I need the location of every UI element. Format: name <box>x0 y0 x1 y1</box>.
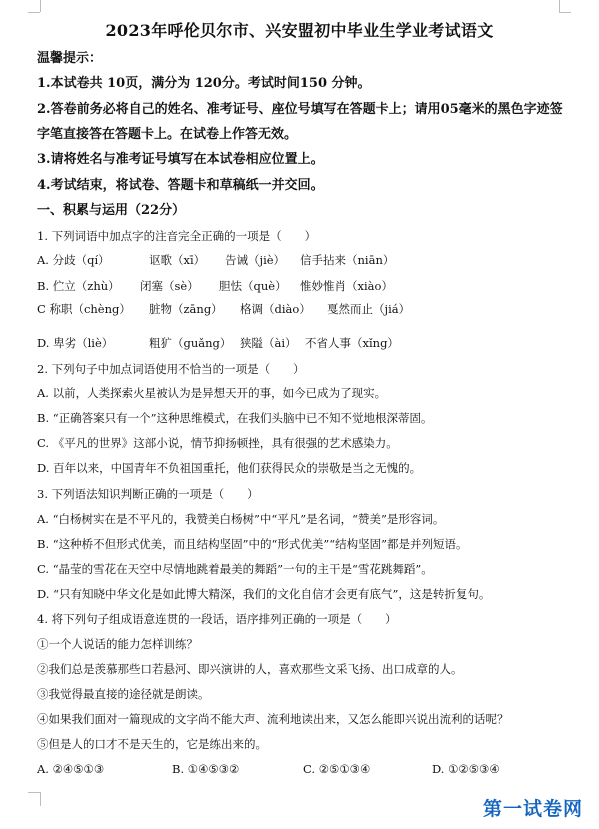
notice-item-1: 1.本试卷共 10页，满分为 120分。考试时间150 分钟。 <box>37 76 371 91</box>
q1-d-3: 狭隘（ài） <box>240 336 297 350</box>
q3-option-a: A. “白杨树实在是不平凡的，我赞美白杨树”中“平凡”是名词，“赞美”是形容词。 <box>37 512 445 526</box>
q1-b-3: 胆怯（què） <box>219 279 287 293</box>
crop-mark-top-right-h <box>559 12 571 13</box>
q2-option-b: B. “正确答案只有一个”这种思维模式，在我们头脑中已不知不觉地根深蒂固。 <box>37 411 433 425</box>
q4-options <box>37 761 579 777</box>
q1-c-2: 脏物（zāng） <box>149 302 223 316</box>
q1-a-1: A. 分歧（qí） <box>37 253 110 267</box>
q3-option-b: B. “这种桥不但形式优美，而且结构坚固”中的“形式优美”“结构坚固”都是并列短语。 <box>37 537 468 551</box>
q1-option-a <box>37 252 579 268</box>
q1-stem: 1. 下列词语中加点字的注音完全正确的一项是（ ） <box>37 229 317 243</box>
q4-stem: 4. 将下列句子组成语意连贯的一段话，语序排列正确的一项是（ ） <box>37 612 397 626</box>
q1-option-c <box>37 301 579 317</box>
crop-mark-top-left-h <box>28 12 40 13</box>
q3-option-c: C. “晶莹的雪花在天空中尽情地跳着最美的舞蹈”一句的主干是“雪花跳舞蹈”。 <box>37 562 433 576</box>
q4-sentence-5: ⑤但是人的口才不是天生的，它是练出来的。 <box>37 737 267 751</box>
q1-option-d <box>37 335 579 351</box>
q4-sentence-3: ③我觉得最直接的途径就是朗读。 <box>37 687 210 701</box>
notice-item-2: 2.答卷前务必将自己的姓名、准考证号、座位号填写在答题卡上；请用05毫米的黑色字迹签 <box>37 102 563 117</box>
q1-b-4: 惟妙惟肖（xiào） <box>300 279 393 293</box>
q1-a-4: 信手拈来（niān） <box>300 253 395 267</box>
notice-item-3: 3.请将姓名与准考证号填写在本试卷相应位置上。 <box>37 152 324 167</box>
q1-c-4: 戛然而止（jiá） <box>327 302 411 316</box>
q1-b-1: B. 伫立（zhù） <box>37 279 120 293</box>
q3-stem: 3. 下列语法知识判断正确的一项是（ ） <box>37 487 259 501</box>
notice-item-2-cont: 字笔直接答在答题卡上。在试卷上作答无效。 <box>37 127 298 142</box>
q2-option-d: D. 百年以来，中国青年不负祖国重托，他们获得民众的崇敬是当之无愧的。 <box>37 461 422 475</box>
q4-option-b: B. ①④⑤③② <box>172 762 240 776</box>
q1-c-3: 格调（diào） <box>240 302 311 316</box>
q2-option-c: C. 《平凡的世界》这部小说，情节抑扬顿挫，具有很强的艺术感染力。 <box>37 436 398 450</box>
crop-mark-bottom-left-h <box>28 792 40 793</box>
exam-title: 2023年呼伦贝尔市、兴安盟初中毕业生学业考试语文 <box>105 21 494 40</box>
q1-d-2: 粗犷（guǎng） <box>149 336 232 350</box>
crop-mark-top-right <box>559 0 560 12</box>
crop-mark-bottom-left <box>40 792 41 806</box>
q1-option-b <box>37 278 579 294</box>
q4-sentence-4: ④如果我们面对一篇现成的文字尚不能大声、流利地读出来，又怎么能即兴说出流利的话呢？ <box>37 712 509 726</box>
q1-d-4: 不省人事（xǐng） <box>305 336 399 350</box>
q1-a-3: 告诫（jiè） <box>225 253 286 267</box>
q4-option-d: D. ①②⑤③④ <box>432 762 500 776</box>
q4-option-c: C. ②⑤①③④ <box>303 762 371 776</box>
q2-stem: 2. 下列句子中加点词语使用不恰当的一项是（ ） <box>37 362 305 376</box>
q1-a-2: 讴歌（xī） <box>149 253 206 267</box>
q4-sentence-1: ①一个人说话的能力怎样训练？ <box>37 637 198 651</box>
q1-c-1: C 称职（chèng） <box>37 302 131 316</box>
q3-option-d: D. “只有知晓中华文化是如此博大精深，我们的文化自信才会更有底气”，这是转折复句。 <box>37 587 491 601</box>
section-heading: 一、积累与运用（22分） <box>37 203 186 218</box>
site-watermark-logo: 第一试卷网 <box>482 798 583 820</box>
q1-b-2: 闭塞（sè） <box>140 279 199 293</box>
notice-item-4: 4.考试结束，将试卷、答题卡和草稿纸一并交回。 <box>37 178 324 193</box>
crop-mark-top-left <box>40 0 41 12</box>
q4-sentence-2: ②我们总是羡慕那些口若悬河、即兴演讲的人，喜欢那些文采飞扬、出口成章的人。 <box>37 662 463 676</box>
q4-option-a: A. ②④⑤①③ <box>37 762 105 776</box>
notice-heading: 温馨提示： <box>37 51 103 66</box>
q2-option-a: A. 以前，人类探索火星被认为是异想天开的事，如今已成为了现实。 <box>37 386 387 400</box>
q1-d-1: D. 卑劣（liè） <box>37 336 114 350</box>
